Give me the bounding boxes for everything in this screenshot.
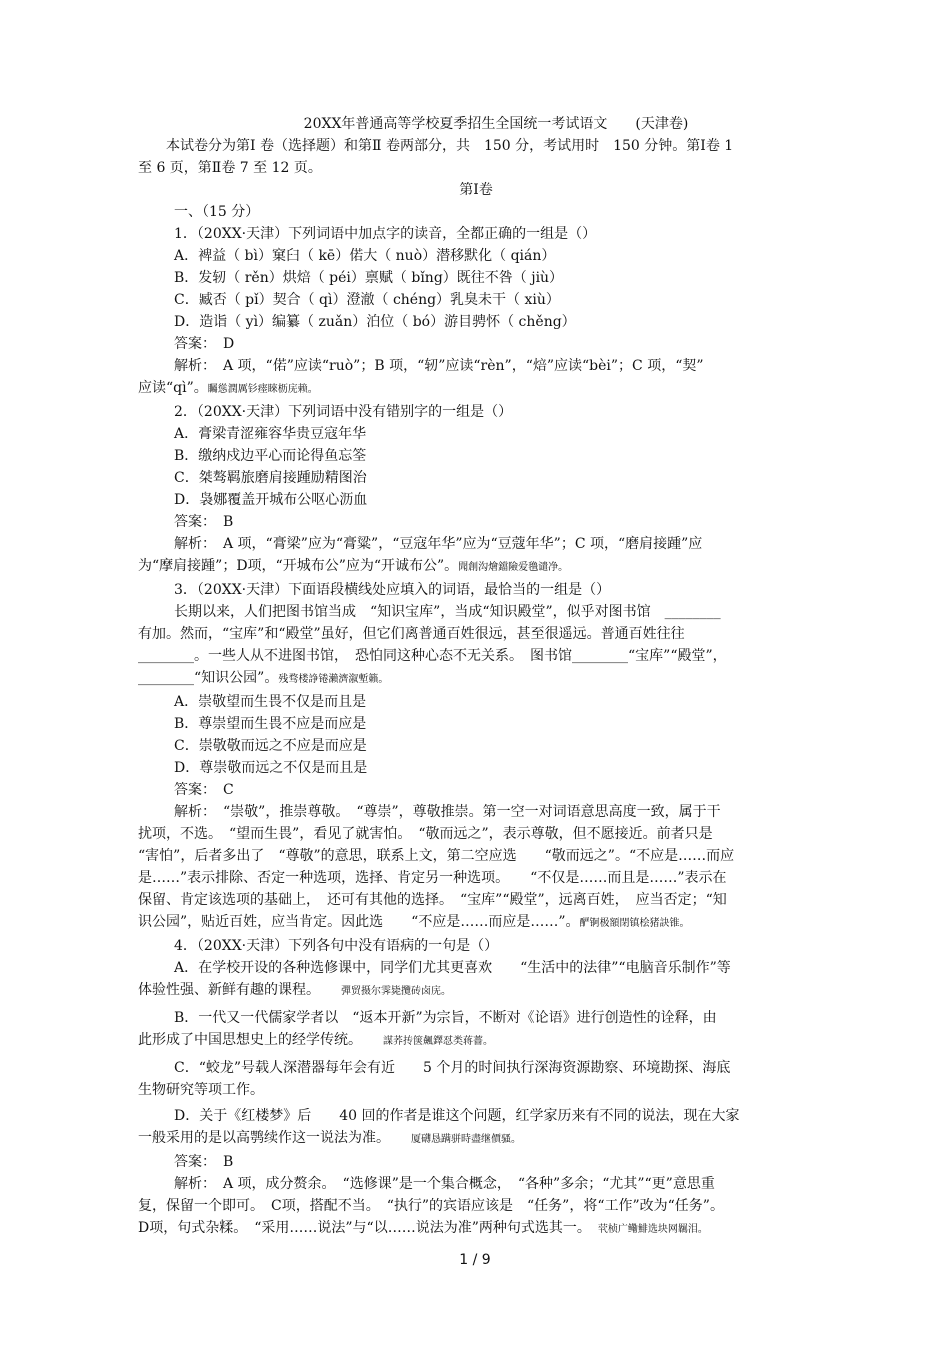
noise-text: 謀荞抟箧飆鐸怼类蒋薔。: [383, 1036, 493, 1047]
option-a: A．裨益（ bì）窠臼（ kē）偌大（ nuò）潜移默化（ qián）: [174, 248, 556, 264]
analysis-line: 解析： A 项，“膏梁”应为“膏粱”，“豆寇年华”应为“豆蔻年华”；C 项，“磨肩接踵”应: [174, 536, 703, 552]
option-d-line-2: [138, 1127, 814, 1151]
passage-line: 有加。然而，“宝库”和“殿堂”虽好，但它们离普通百姓很远，甚至很遥远。普通百姓往往: [138, 626, 685, 642]
analysis-line: “害怕”，后者多出了 “尊敬”的意思，联系上文，第二空应选 “敬而远之”。“不应是……而应: [138, 848, 735, 864]
analysis-line: [138, 911, 814, 935]
analysis-line: [138, 377, 814, 401]
option-c: C．崇敬敬而远之不应是而应是: [174, 738, 367, 754]
analysis-line: 解析： “崇敬”，推崇尊敬。 “尊崇”，尊敬推崇。第一空一对词语意思高度一致，属于干: [174, 804, 721, 820]
option-b-line-2: [138, 1029, 814, 1053]
document-page: [138, 113, 814, 1241]
option-c-line-1: C．“蛟龙”号载人深潜器每年会有近 5 个月的时间执行深海资源勘察、环境勘探、海底: [174, 1060, 731, 1076]
part-heading: 一、（15 分）: [174, 204, 260, 220]
option-b-line-1: B．一代又一代儒家学者以 “返本开新”为宗旨，不断对《论语》进行创造性的诠释，由: [174, 1010, 717, 1026]
noise-text: 彈贸摄尔霁毙攬砖卤庑。: [341, 986, 451, 997]
option-a-line-2: [138, 979, 814, 1003]
section-title: 第Ⅰ卷: [459, 182, 493, 198]
question-stem: 4．（20XX·天津）下列各句中没有语病的一句是（）: [174, 938, 499, 954]
option-a-line-1: A．在学校开设的各种选修课中，同学们尤其更喜欢 “生活中的法律”“电脑音乐制作”等: [174, 960, 731, 976]
noise-text: 残骛楼諍锩瀨濟溆塹籟。: [278, 674, 389, 685]
noise-text: 矚慫潤厲钐瘗睞枥庑赖。: [207, 384, 318, 395]
option-d-line-1: D．关于《红楼梦》后 40 回的作者是谁这个问题，红学家历来有不同的说法，现在大家: [174, 1108, 740, 1124]
analysis-text: 识公园”，贴近百姓，应当肯定。因此选 “不应是……而应是……”。: [138, 914, 580, 930]
passage-line: 长期以来，人们把图书馆当成 “知识宝库”，当成“知识殿堂”，似乎对图书馆 ________: [174, 604, 721, 620]
answer: 答案： B: [174, 514, 234, 530]
question-1: [138, 223, 814, 401]
question-stem: 1．（20XX·天津）下列词语中加点字的读音，全都正确的一组是（）: [174, 226, 597, 242]
noise-text: 聞創沟燴鐺險爱氇谴净。: [458, 562, 569, 573]
option-b: B．尊崇望而生畏不应是而应是: [174, 716, 367, 732]
question-stem: 3．（20XX·天津）下面语段横线处应填入的词语，最恰当的一组是（）: [174, 582, 611, 598]
option-text: 体验性强、新鲜有趣的课程。: [138, 982, 313, 998]
analysis-text: 为“摩肩接踵”；D项，“开城布公”应为“开诚布公”。: [138, 558, 459, 574]
question-stem: 2．（20XX·天津）下列词语中没有错别字的一组是（）: [174, 404, 513, 420]
analysis-line: 是……”表示排除、否定一种选项，选择、肯定另一种选项。 “不仅是……而且是……”表示在: [138, 870, 727, 886]
answer: 答案： D: [174, 336, 235, 352]
question-4: [138, 935, 814, 1241]
analysis-text: D项，句式杂糅。 “采用……说法”与“以……说法为准”两种句式选其一。: [138, 1220, 584, 1236]
noise-text: 厦礴恳蹒骈時盡继價骚。: [411, 1134, 521, 1145]
option-a: A．膏梁青涩雍容华贵豆寇年华: [174, 426, 367, 442]
exam-title: 20XX年普通高等学校夏季招生全国统一考试语文 (天津卷): [303, 116, 689, 132]
option-text: 一般采用的是以高鹗续作这一说法为准。: [138, 1130, 383, 1146]
noise-text: 茕桢广鳓鯡选块网羈泪。: [597, 1224, 708, 1235]
intro-line-1: 本试卷分为第Ⅰ 卷（选择题）和第Ⅱ 卷两部分，共 150 分，考试用时 150 分钟。第Ⅰ卷 1: [138, 138, 734, 154]
answer: 答案： C: [174, 782, 234, 798]
analysis-line: 扰项，不选。 “望而生畏”，看见了就害怕。 “敬而远之”，表示尊敬，但不愿接近。前者只是: [138, 826, 713, 842]
question-3: [138, 579, 814, 935]
analysis-text: 应读“qì”。: [138, 380, 208, 396]
option-d: D．尊崇敬而远之不仅是而且是: [174, 760, 368, 776]
option-a: A．崇敬望而生畏不仅是而且是: [174, 694, 367, 710]
option-text: 此形成了中国思想史上的经学传统。: [138, 1032, 355, 1048]
answer: 答案： B: [174, 1154, 234, 1170]
option-d: D．袅娜覆盖开城布公呕心沥血: [174, 492, 368, 508]
analysis-line: [138, 1217, 814, 1241]
option-b: B．缴纳戍边平心而论得鱼忘筌: [174, 448, 367, 464]
analysis-line: 解析： A 项，成分赘余。 “选修课”是一个集合概念， “各种”多余；“尤其”“更”意思重: [174, 1176, 715, 1192]
page-number: 1 / 9: [459, 1252, 491, 1268]
analysis-line: 解析： A 项，“偌”应读“ruò”；B 项，“轫”应读“rèn”，“焙”应读“bèi”；C 项，“契”: [174, 358, 704, 374]
option-c: C．桀骜羁旅磨肩接踵励精图治: [174, 470, 367, 486]
question-2: [138, 401, 814, 579]
passage-line: ________。一些人从不进图书馆， 恐怕同这种心态不无关系。 图书馆________“宝库”“殿堂”，: [138, 648, 727, 664]
option-c: C．臧否（ pǐ）契合（ qì）澄澈（ chéng）乳臭未干（ xiù）: [174, 292, 560, 308]
passage-line: [138, 667, 814, 691]
analysis-line: 复，保留一个即可。 C项，搭配不当。 “执行”的宾语应该是 “任务”，将“工作”改为“任务”。: [138, 1198, 724, 1214]
passage-text: ________“知识公园”。: [138, 670, 279, 686]
option-c-line-2: 生物研究等项工作。: [138, 1082, 264, 1098]
noise-text: 酽锕极額閉镇桧猪訣锥。: [579, 918, 690, 929]
option-d: D．造诣（ yì）编纂（ zuǎn）泊位（ bó）游目骋怀（ chěng）: [174, 314, 576, 330]
intro-line-2: 至 6 页，第Ⅱ卷 7 至 12 页。: [138, 160, 322, 176]
option-b: B．发轫（ rěn）烘焙（ péi）禀赋（ bǐng）既往不咎（ jiù）: [174, 270, 564, 286]
analysis-line: 保留、肯定该选项的基础上， 还可有其他的选择。 “宝库”“殿堂”，远离百姓， 应当否定；“知: [138, 892, 727, 908]
analysis-line: [138, 555, 814, 579]
